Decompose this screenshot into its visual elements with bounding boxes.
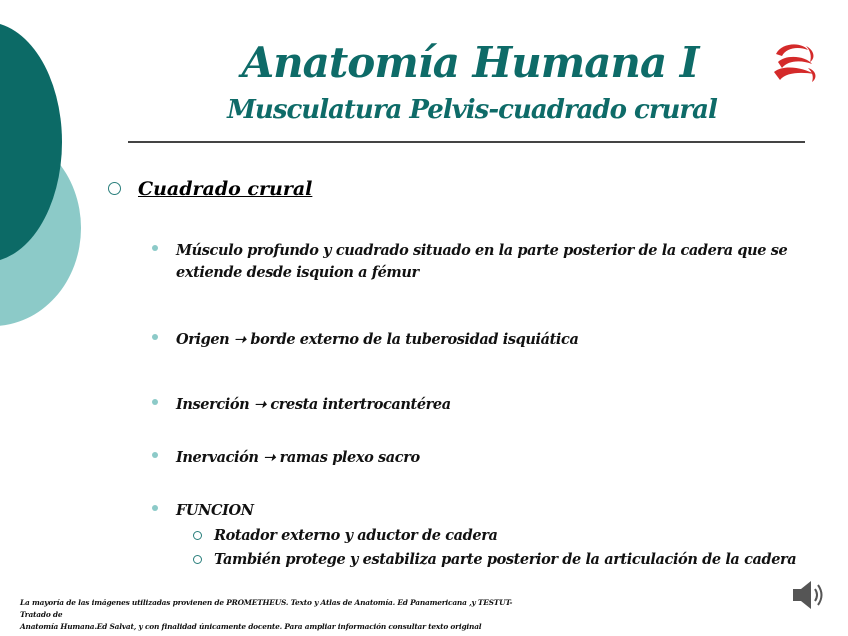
bullet-inervacion: Inervación ➝ ramas plexo sacro (176, 449, 420, 466)
bullet-dot-icon (152, 505, 158, 511)
sub-bullet-icon (193, 531, 202, 540)
sub-bullet-icon (193, 555, 202, 564)
bullet-insercion: Inserción ➝ cresta intertrocantérea (176, 396, 451, 413)
bullet-origen: Origen ➝ borde externo de la tuberosidad isquiática (176, 331, 579, 348)
bullet-dot-icon (152, 452, 158, 458)
speaker-icon[interactable] (789, 576, 827, 614)
heading-bullet-icon (108, 182, 121, 195)
red-swirl-logo-icon (768, 40, 820, 84)
function-item: También protege y estabiliza parte posterior de la articulación de la cadera (214, 551, 797, 568)
footer-line: Anatomía Humana.Ed Salvat, y con finalidad únicamente docente. Para ampliar información consultar texto original (20, 622, 482, 631)
section-heading: Cuadrado crural (138, 178, 313, 200)
function-item: Rotador externo y aductor de cadera (214, 527, 498, 544)
bullet-description: Músculo profundo y cuadrado situado en la parte posterior de la cadera que se extiende desde isquion a fémur (176, 242, 788, 281)
slide-subtitle: Musculatura Pelvis-cuadrado crural (227, 95, 717, 125)
bullet-dot-icon (152, 245, 158, 251)
footer-line: La mayoría de las imágenes utilizadas provienen de PROMETHEUS. Texto y Atlas de Anatomía. Ed Panamericana ,y TESTUT-Tratado de (20, 598, 513, 619)
bullet-dot-icon (152, 399, 158, 405)
slide-title: Anatomía Humana I (241, 38, 699, 87)
bullet-funcion: FUNCION (176, 502, 254, 519)
source-footer (20, 597, 540, 633)
title-divider (128, 141, 805, 143)
bullet-dot-icon (152, 334, 158, 340)
